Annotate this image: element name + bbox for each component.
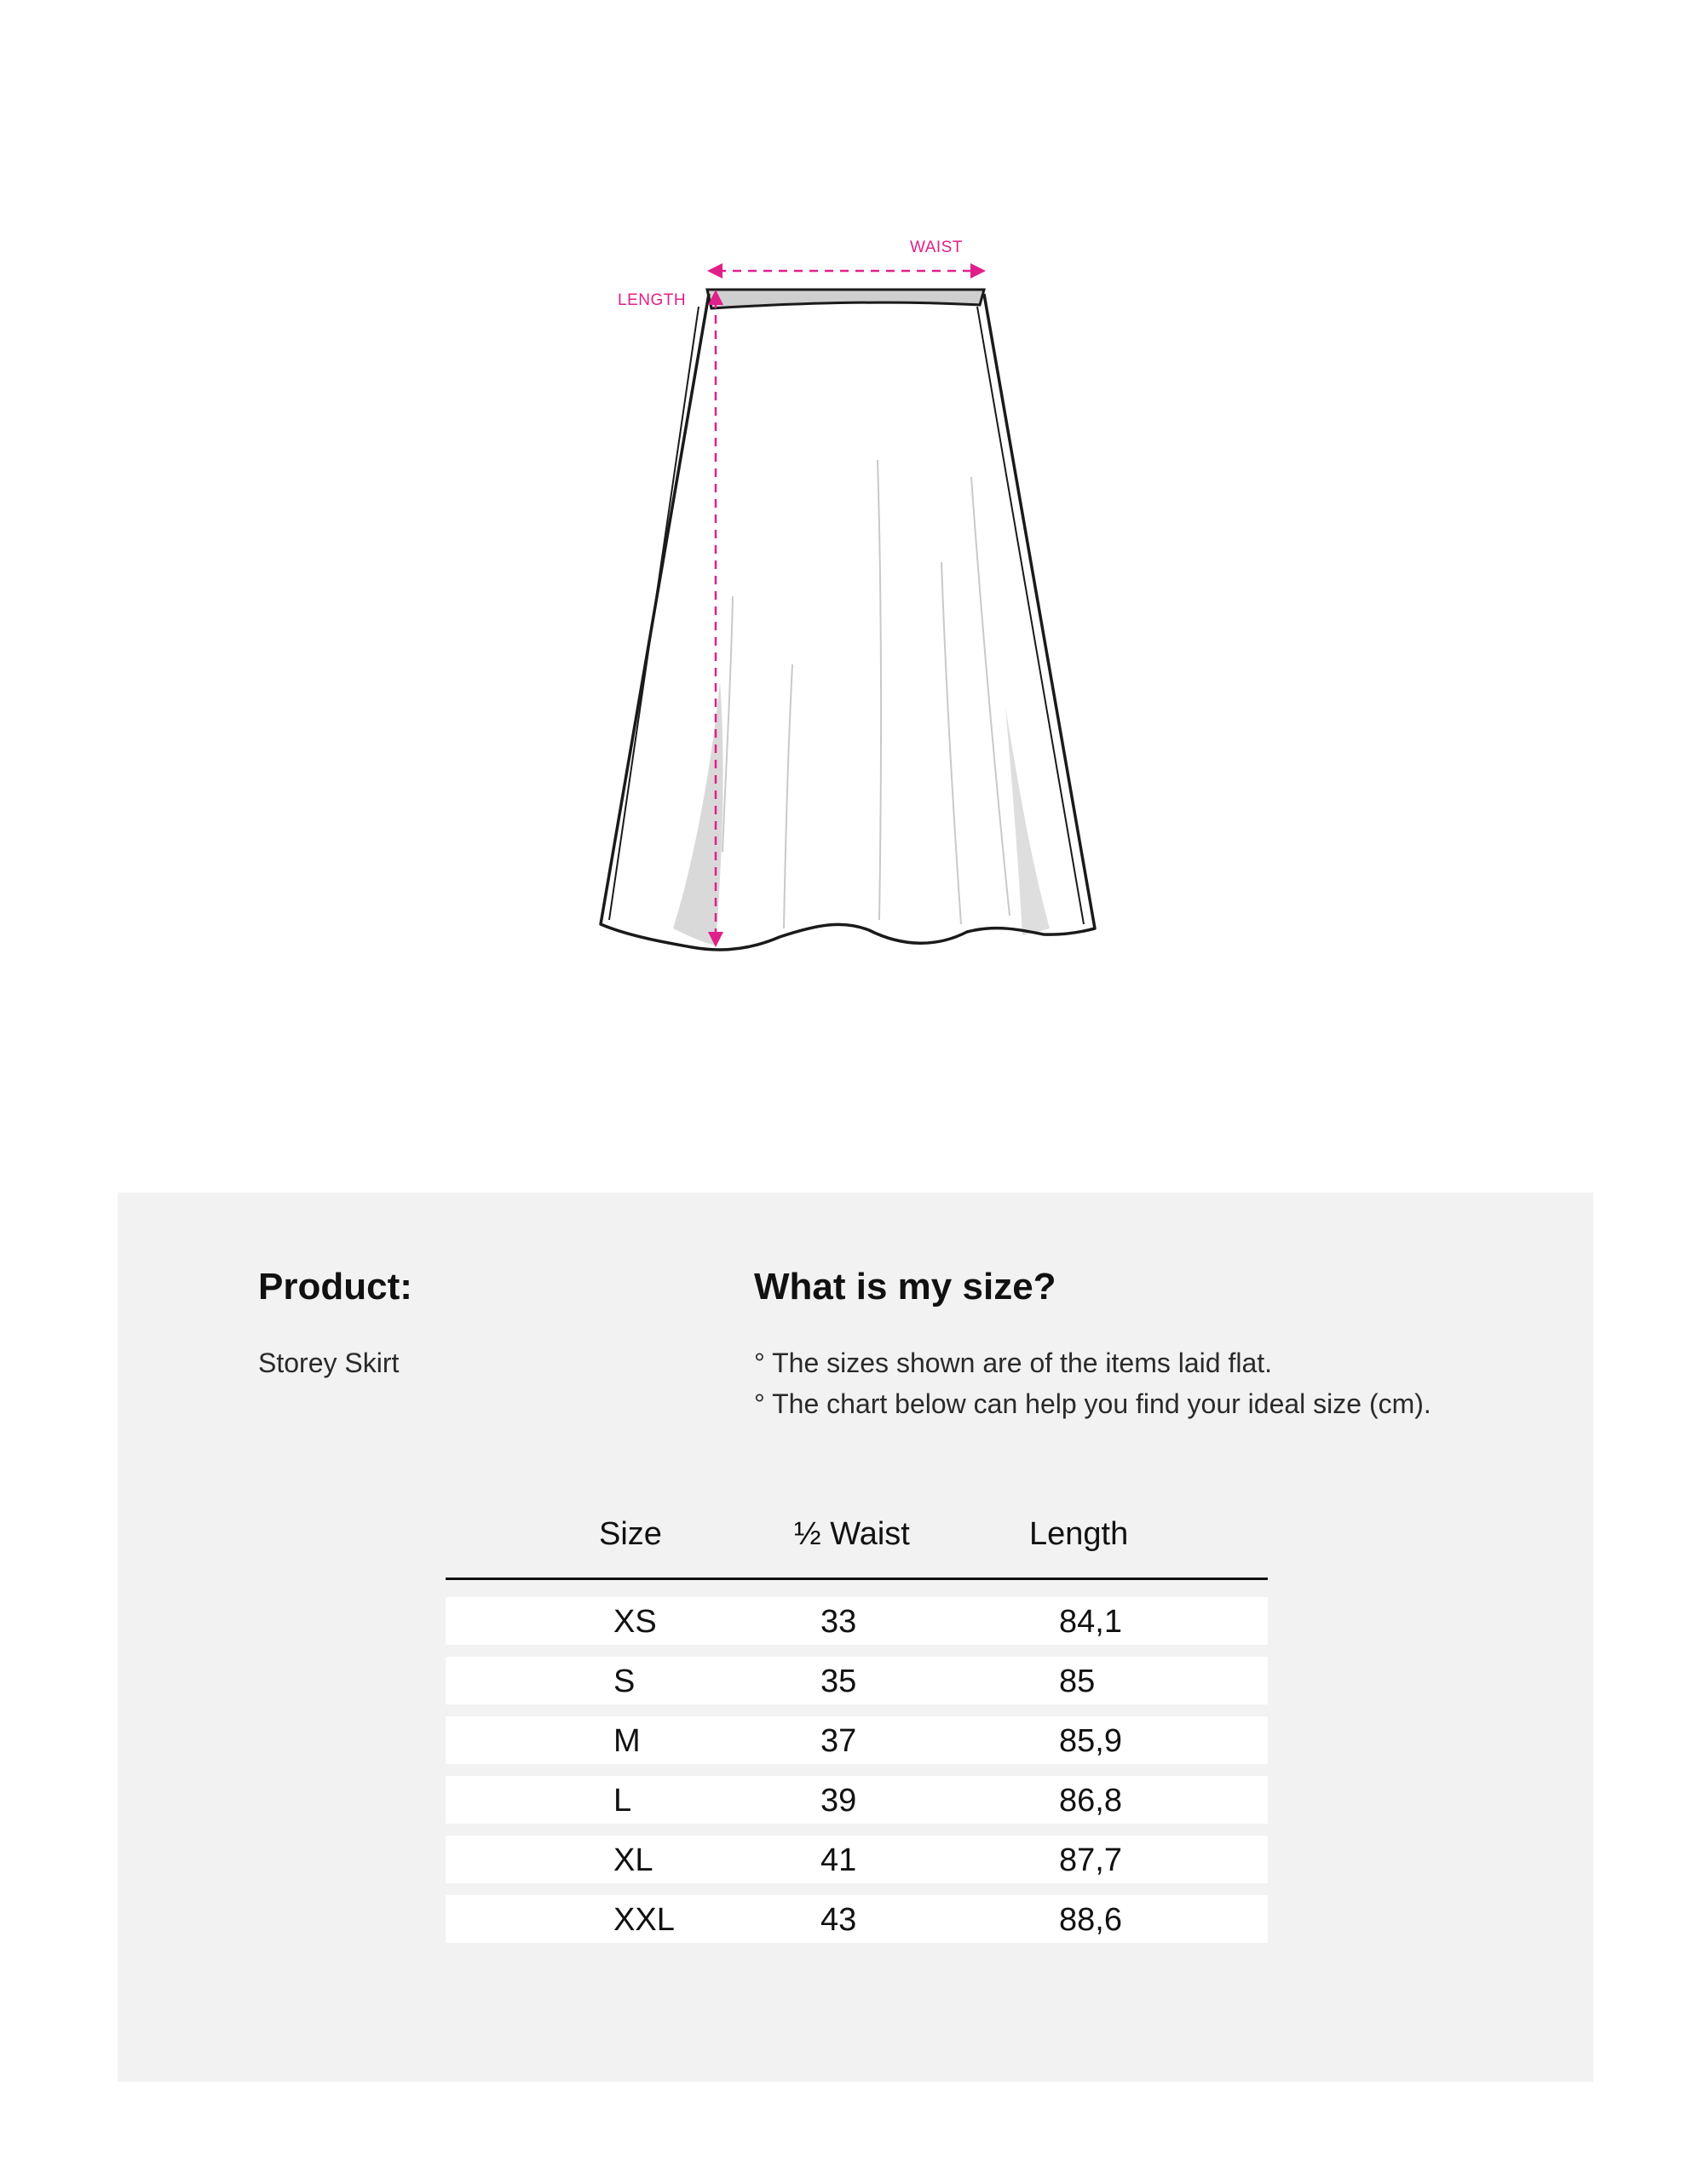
waist-arrow <box>707 263 986 279</box>
waistband <box>707 290 984 308</box>
cell-size: XXL <box>613 1902 675 1938</box>
cell-size: XL <box>613 1842 653 1878</box>
cell-length: 85 <box>1059 1664 1096 1699</box>
table-row <box>446 1836 1268 1883</box>
product-heading: Product: <box>258 1266 412 1308</box>
table-row <box>446 1597 1268 1645</box>
cell-half-waist: 39 <box>820 1783 857 1819</box>
table-row <box>446 1716 1268 1764</box>
cell-size: S <box>613 1664 636 1699</box>
waist-label: WAIST <box>910 239 963 256</box>
cell-half-waist: 35 <box>820 1664 857 1699</box>
size-info-panel <box>118 1193 1593 2082</box>
size-help-heading: What is my size? <box>754 1266 1056 1308</box>
cell-half-waist: 33 <box>820 1604 857 1640</box>
size-note: ° The sizes shown are of the items laid flat. <box>754 1348 1273 1378</box>
cell-length: 85,9 <box>1059 1723 1122 1759</box>
cell-length: 86,8 <box>1059 1783 1122 1819</box>
cell-length: 84,1 <box>1059 1604 1122 1640</box>
cell-half-waist: 37 <box>820 1723 857 1759</box>
table-row <box>446 1657 1268 1704</box>
table-header-rule <box>446 1578 1268 1580</box>
cell-size: M <box>613 1723 641 1759</box>
cell-size: XS <box>613 1604 657 1640</box>
cell-size: L <box>613 1783 632 1819</box>
length-label: LENGTH <box>618 291 687 309</box>
column-header-size: Size <box>599 1516 662 1552</box>
column-header-half-waist: ½ Waist <box>794 1516 910 1552</box>
table-row <box>446 1776 1268 1824</box>
drape-lines <box>722 460 1010 928</box>
cell-half-waist: 43 <box>820 1902 857 1938</box>
product-name: Storey Skirt <box>258 1348 400 1378</box>
cell-half-waist: 41 <box>820 1842 857 1878</box>
table-row <box>446 1895 1268 1943</box>
skirt-shadow-right <box>1005 707 1050 935</box>
size-note: ° The chart below can help you find your ideal size (cm). <box>754 1388 1431 1419</box>
cell-length: 87,7 <box>1059 1842 1122 1878</box>
column-header-length: Length <box>1029 1516 1129 1552</box>
cell-length: 88,6 <box>1059 1902 1122 1938</box>
